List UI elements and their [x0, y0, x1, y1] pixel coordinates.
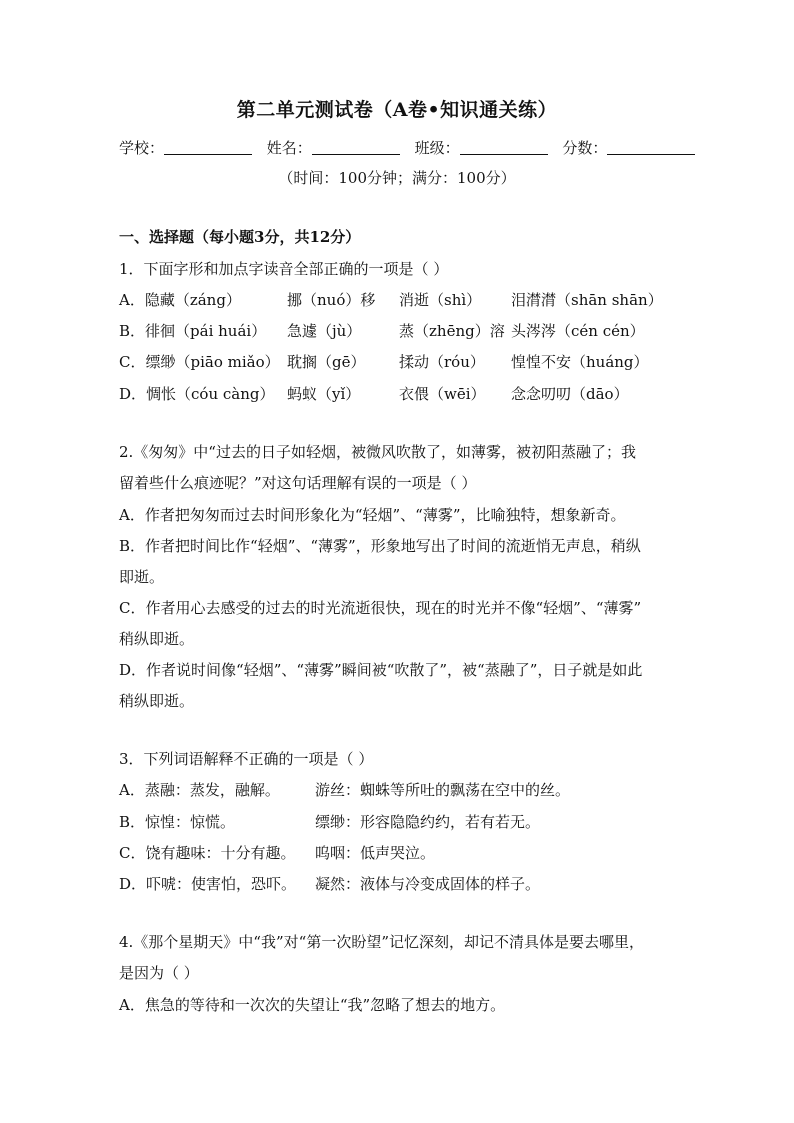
- q2-option-d-line-2: 稍纵即逝。: [119, 692, 195, 710]
- score-blank[interactable]: [607, 140, 695, 155]
- q1-option-b-3: 蒸（zhēng）溶: [399, 322, 505, 340]
- q1-option-d-4: 念念叨叨（dāo）: [511, 385, 629, 403]
- q2-option-c-line-1: C．作者用心去感受的过去的时光流逝很快，现在的时光并不像“轻烟”、“薄雾”: [119, 599, 642, 617]
- q2-option-b-line-2: 即逝。: [119, 568, 165, 586]
- q1-option-b-2: 急遽（jù）: [287, 322, 362, 340]
- q1-option-b-4: 头涔涔（cén cén）: [511, 322, 645, 340]
- class-blank[interactable]: [460, 140, 548, 155]
- q1-option-d-3: 衣偎（wēi）: [399, 385, 486, 403]
- q1-option-a-3: 消逝（shì）: [399, 291, 482, 309]
- q2-stem-line-1: 2.《匆匆》中“过去的日子如轻烟，被微风吹散了，如薄雾，被初阳蒸融了；我: [119, 443, 636, 461]
- class-label: 班级：: [414, 139, 460, 157]
- q1-option-d-1: D．惆怅（cóu càng）: [119, 385, 275, 403]
- q1-option-c-4: 惶惶不安（huáng）: [511, 353, 649, 371]
- q1-option-a-1: A．隐藏（záng）: [119, 291, 241, 309]
- name-label: 姓名：: [266, 139, 312, 157]
- q2-option-a: A．作者把匆匆而过去时间形象化为“轻烟”、“薄雾”，比喻独特，想象新奇。: [119, 506, 626, 524]
- school-label: 学校：: [119, 139, 165, 157]
- q3-option-d-right: 凝然：液体与冷变成固体的样子。: [315, 875, 541, 893]
- time-note: （时间：100分钟；满分：100分）: [278, 169, 516, 187]
- score-label: 分数：: [562, 139, 608, 157]
- q1-option-c-2: 耽搁（gē）: [287, 353, 366, 371]
- q2-stem-line-2: 留着些什么痕迹呢？”对这句话理解有误的一项是（ ）: [119, 474, 477, 492]
- q1-stem: 1．下面字形和加点字读音全部正确的一项是（ ）: [119, 260, 449, 278]
- q2-option-c-line-2: 稍纵即逝。: [119, 630, 195, 648]
- page-title: 第二单元测试卷（A卷•知识通关练）: [236, 99, 558, 121]
- school-blank[interactable]: [164, 140, 252, 155]
- q4-stem-line-1: 4.《那个星期天》中“我”对“第一次盼望”记忆深刻，却记不清具体是要去哪里，: [119, 933, 644, 951]
- q1-option-c-1: C．缥缈（piāo miǎo）: [119, 353, 280, 371]
- q3-option-a-right: 游丝：蜘蛛等所吐的飘荡在空中的丝。: [315, 781, 571, 799]
- q1-option-c-3: 揉动（róu）: [399, 353, 485, 371]
- q1-option-b-1: B．徘徊（pái huái）: [119, 322, 267, 340]
- q1-option-d-2: 蚂蚁（yǐ）: [287, 385, 361, 403]
- q3-option-c-left: C．饶有趣味：十分有趣。: [119, 844, 296, 862]
- name-blank[interactable]: [312, 140, 400, 155]
- q1-option-a-2: 挪（nuó）移: [287, 291, 376, 309]
- q3-option-d-left: D．吓唬：使害怕，恐吓。: [119, 875, 297, 893]
- q3-option-b-left: B．惊惶：惊慌。: [119, 813, 236, 831]
- q2-option-d-line-1: D．作者说时间像“轻烟”、“薄雾”瞬间被“吹散了”，被“蒸融了”，日子就是如此: [119, 661, 643, 679]
- q3-option-c-right: 呜咽：低声哭泣。: [315, 844, 436, 862]
- q2-option-b-line-1: B．作者把时间比作“轻烟”、“薄雾”，形象地写出了时间的流逝悄无声息，稍纵: [119, 537, 641, 555]
- q1-option-a-4: 泪潸潸（shān shān）: [511, 291, 663, 309]
- q4-stem-line-2: 是因为（ ）: [119, 964, 199, 982]
- q3-option-b-right: 缥缈：形容隐隐约约，若有若无。: [315, 813, 541, 831]
- q4-option-a: A．焦急的等待和一次次的失望让“我”忽略了想去的地方。: [119, 996, 506, 1014]
- q3-option-a-left: A．蒸融：蒸发，融解。: [119, 781, 280, 799]
- section-heading: 一、选择题（每小题3分，共12分）: [119, 228, 361, 246]
- student-info-row: [119, 137, 679, 158]
- q3-stem: 3．下列词语解释不正确的一项是（ ）: [119, 750, 374, 768]
